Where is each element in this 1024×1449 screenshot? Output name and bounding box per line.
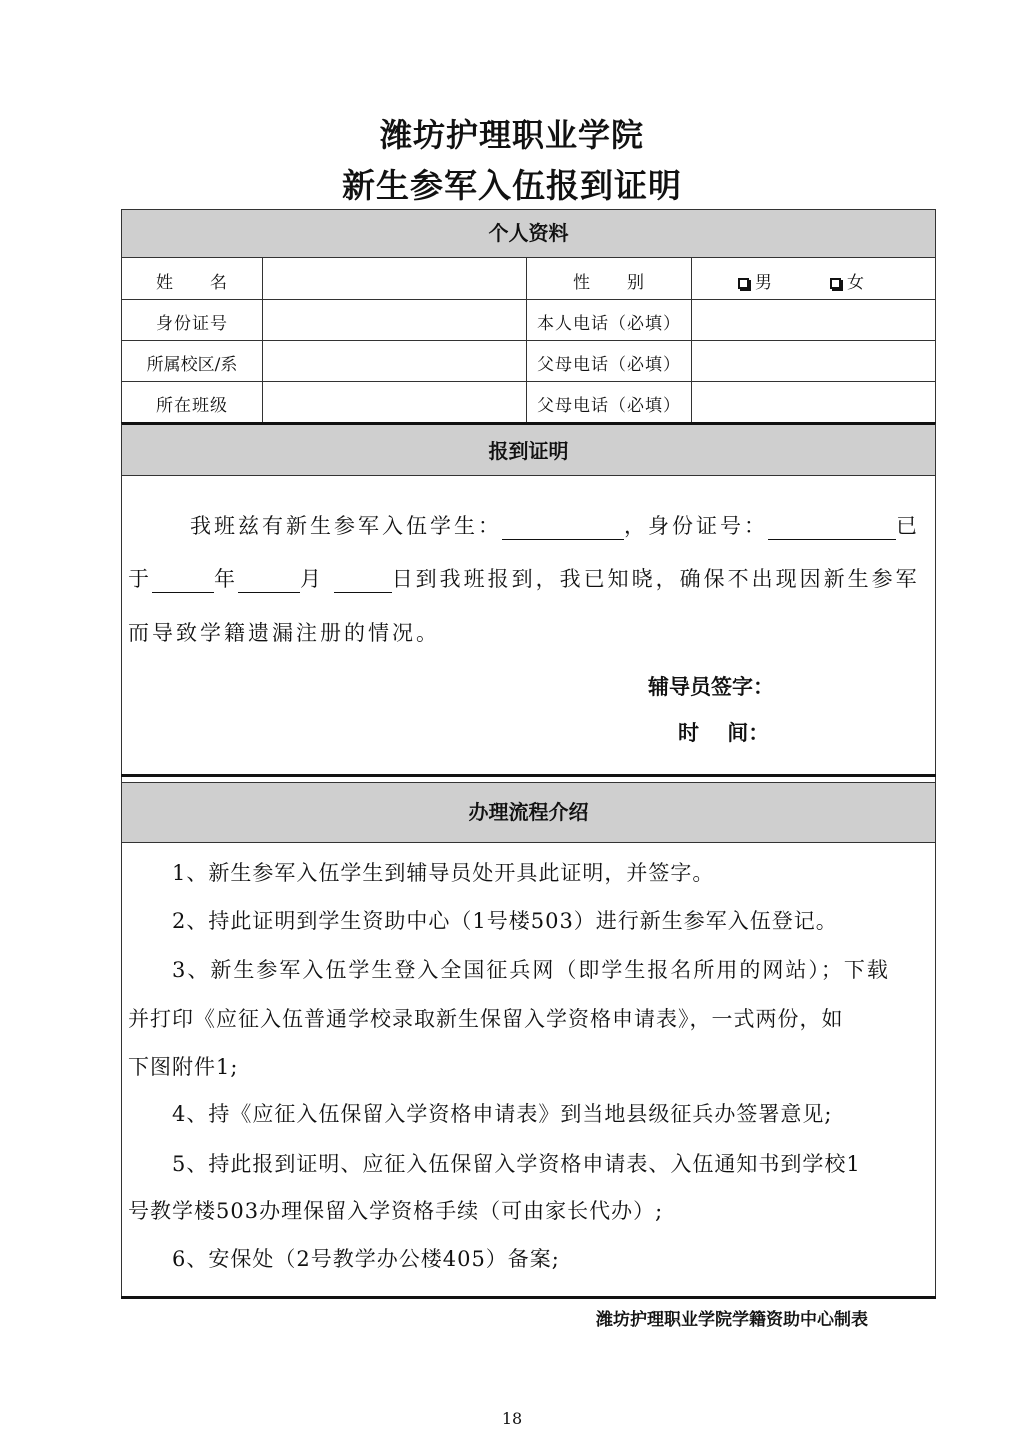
process-step: 2、持此证明到学生资助中心（1号楼503）进行新生参军入伍登记。 [172, 909, 838, 933]
gender-female-option[interactable] [830, 268, 865, 293]
report-text: ，身份证号： [624, 514, 768, 538]
school-title: 潍坊护理职业学院 [379, 116, 644, 154]
process-step: 号教学楼503办理保留入学资格手续（可由家长代办）; [128, 1199, 664, 1223]
report-text: 于 [128, 567, 152, 591]
student-name-blank[interactable] [502, 517, 624, 540]
report-text: 我班兹有新生参军入伍学生： [190, 514, 502, 538]
report-line-1 [128, 513, 933, 540]
report-text: 年 [214, 567, 238, 591]
row-divider [121, 299, 936, 300]
process-step: 6、安保处（2号教学办公楼405）备案; [172, 1247, 560, 1271]
process-step: 1、新生参军入伍学生到辅导员处开具此证明，并签字。 [172, 861, 715, 885]
id-number-field[interactable] [263, 302, 526, 338]
department-field[interactable] [263, 343, 526, 379]
report-line-3: 而导致学籍遗漏注册的情况。 [128, 621, 440, 645]
checkbox-icon[interactable] [830, 278, 841, 289]
phone-parent-label: 父母电话（必填） [537, 355, 681, 375]
process-step: 4、持《应征入伍保留入学资格申请表》到当地县级征兵办签署意见; [172, 1102, 833, 1126]
process-section-header [121, 782, 936, 843]
checkbox-icon[interactable] [738, 278, 749, 289]
report-text: 月 [300, 567, 324, 591]
class-field[interactable] [263, 384, 526, 420]
name-field[interactable] [263, 262, 526, 298]
name-label: 姓 名 [156, 273, 228, 293]
gender-label: 性 别 [573, 273, 645, 293]
phone-parent-label-2: 父母电话（必填） [537, 396, 681, 416]
process-step: 5、持此报到证明、应征入伍保留入学资格申请表、入伍通知书到学校1 [172, 1152, 861, 1176]
row-divider [121, 340, 936, 341]
personal-section-header [121, 209, 936, 258]
process-step: 下图附件1; [128, 1055, 239, 1079]
day-blank[interactable] [334, 570, 392, 593]
document-title: 新生参军入伍报到证明 [342, 166, 682, 205]
gender-male-option[interactable] [738, 268, 773, 293]
personal-section-title: 个人资料 [488, 221, 569, 245]
class-label: 所在班级 [156, 396, 228, 416]
report-line-2 [128, 566, 933, 593]
id-number-blank[interactable] [768, 517, 896, 540]
phone-parent-field[interactable] [692, 343, 935, 379]
process-step: 3、新生参军入伍学生登入全国征兵网（即学生报名所用的网站）；下载 [172, 958, 890, 982]
phone-self-field[interactable] [692, 302, 935, 338]
gender-female-label: 女 [847, 273, 865, 293]
bottom-border [121, 1296, 936, 1299]
phone-parent-field-2[interactable] [692, 384, 935, 420]
year-blank[interactable] [152, 570, 214, 593]
report-section-header [121, 422, 936, 476]
form-maker: 潍坊护理职业学院学籍资助中心制表 [596, 1310, 868, 1330]
id-number-label: 身份证号 [156, 314, 228, 334]
process-step: 并打印《应征入伍普通学校录取新生保留入学资格申请表》，一式两份，如 [128, 1007, 844, 1031]
report-section-title: 报到证明 [488, 439, 569, 463]
row-divider [121, 381, 936, 382]
report-text: 已 [896, 514, 920, 538]
counselor-signature-label: 辅导员签字： [648, 675, 774, 699]
page-number: 18 [501, 1409, 523, 1428]
department-label: 所属校区/系 [146, 355, 238, 375]
report-text: 日到我班报到，我已知晓，确保不出现因新生参军 [391, 567, 920, 591]
gender-male-label: 男 [755, 273, 773, 293]
date-label: 时 间： [678, 721, 770, 745]
phone-self-label: 本人电话（必填） [537, 314, 681, 334]
month-blank[interactable] [238, 570, 300, 593]
section-divider [121, 774, 936, 777]
process-section-title: 办理流程介绍 [468, 800, 589, 824]
